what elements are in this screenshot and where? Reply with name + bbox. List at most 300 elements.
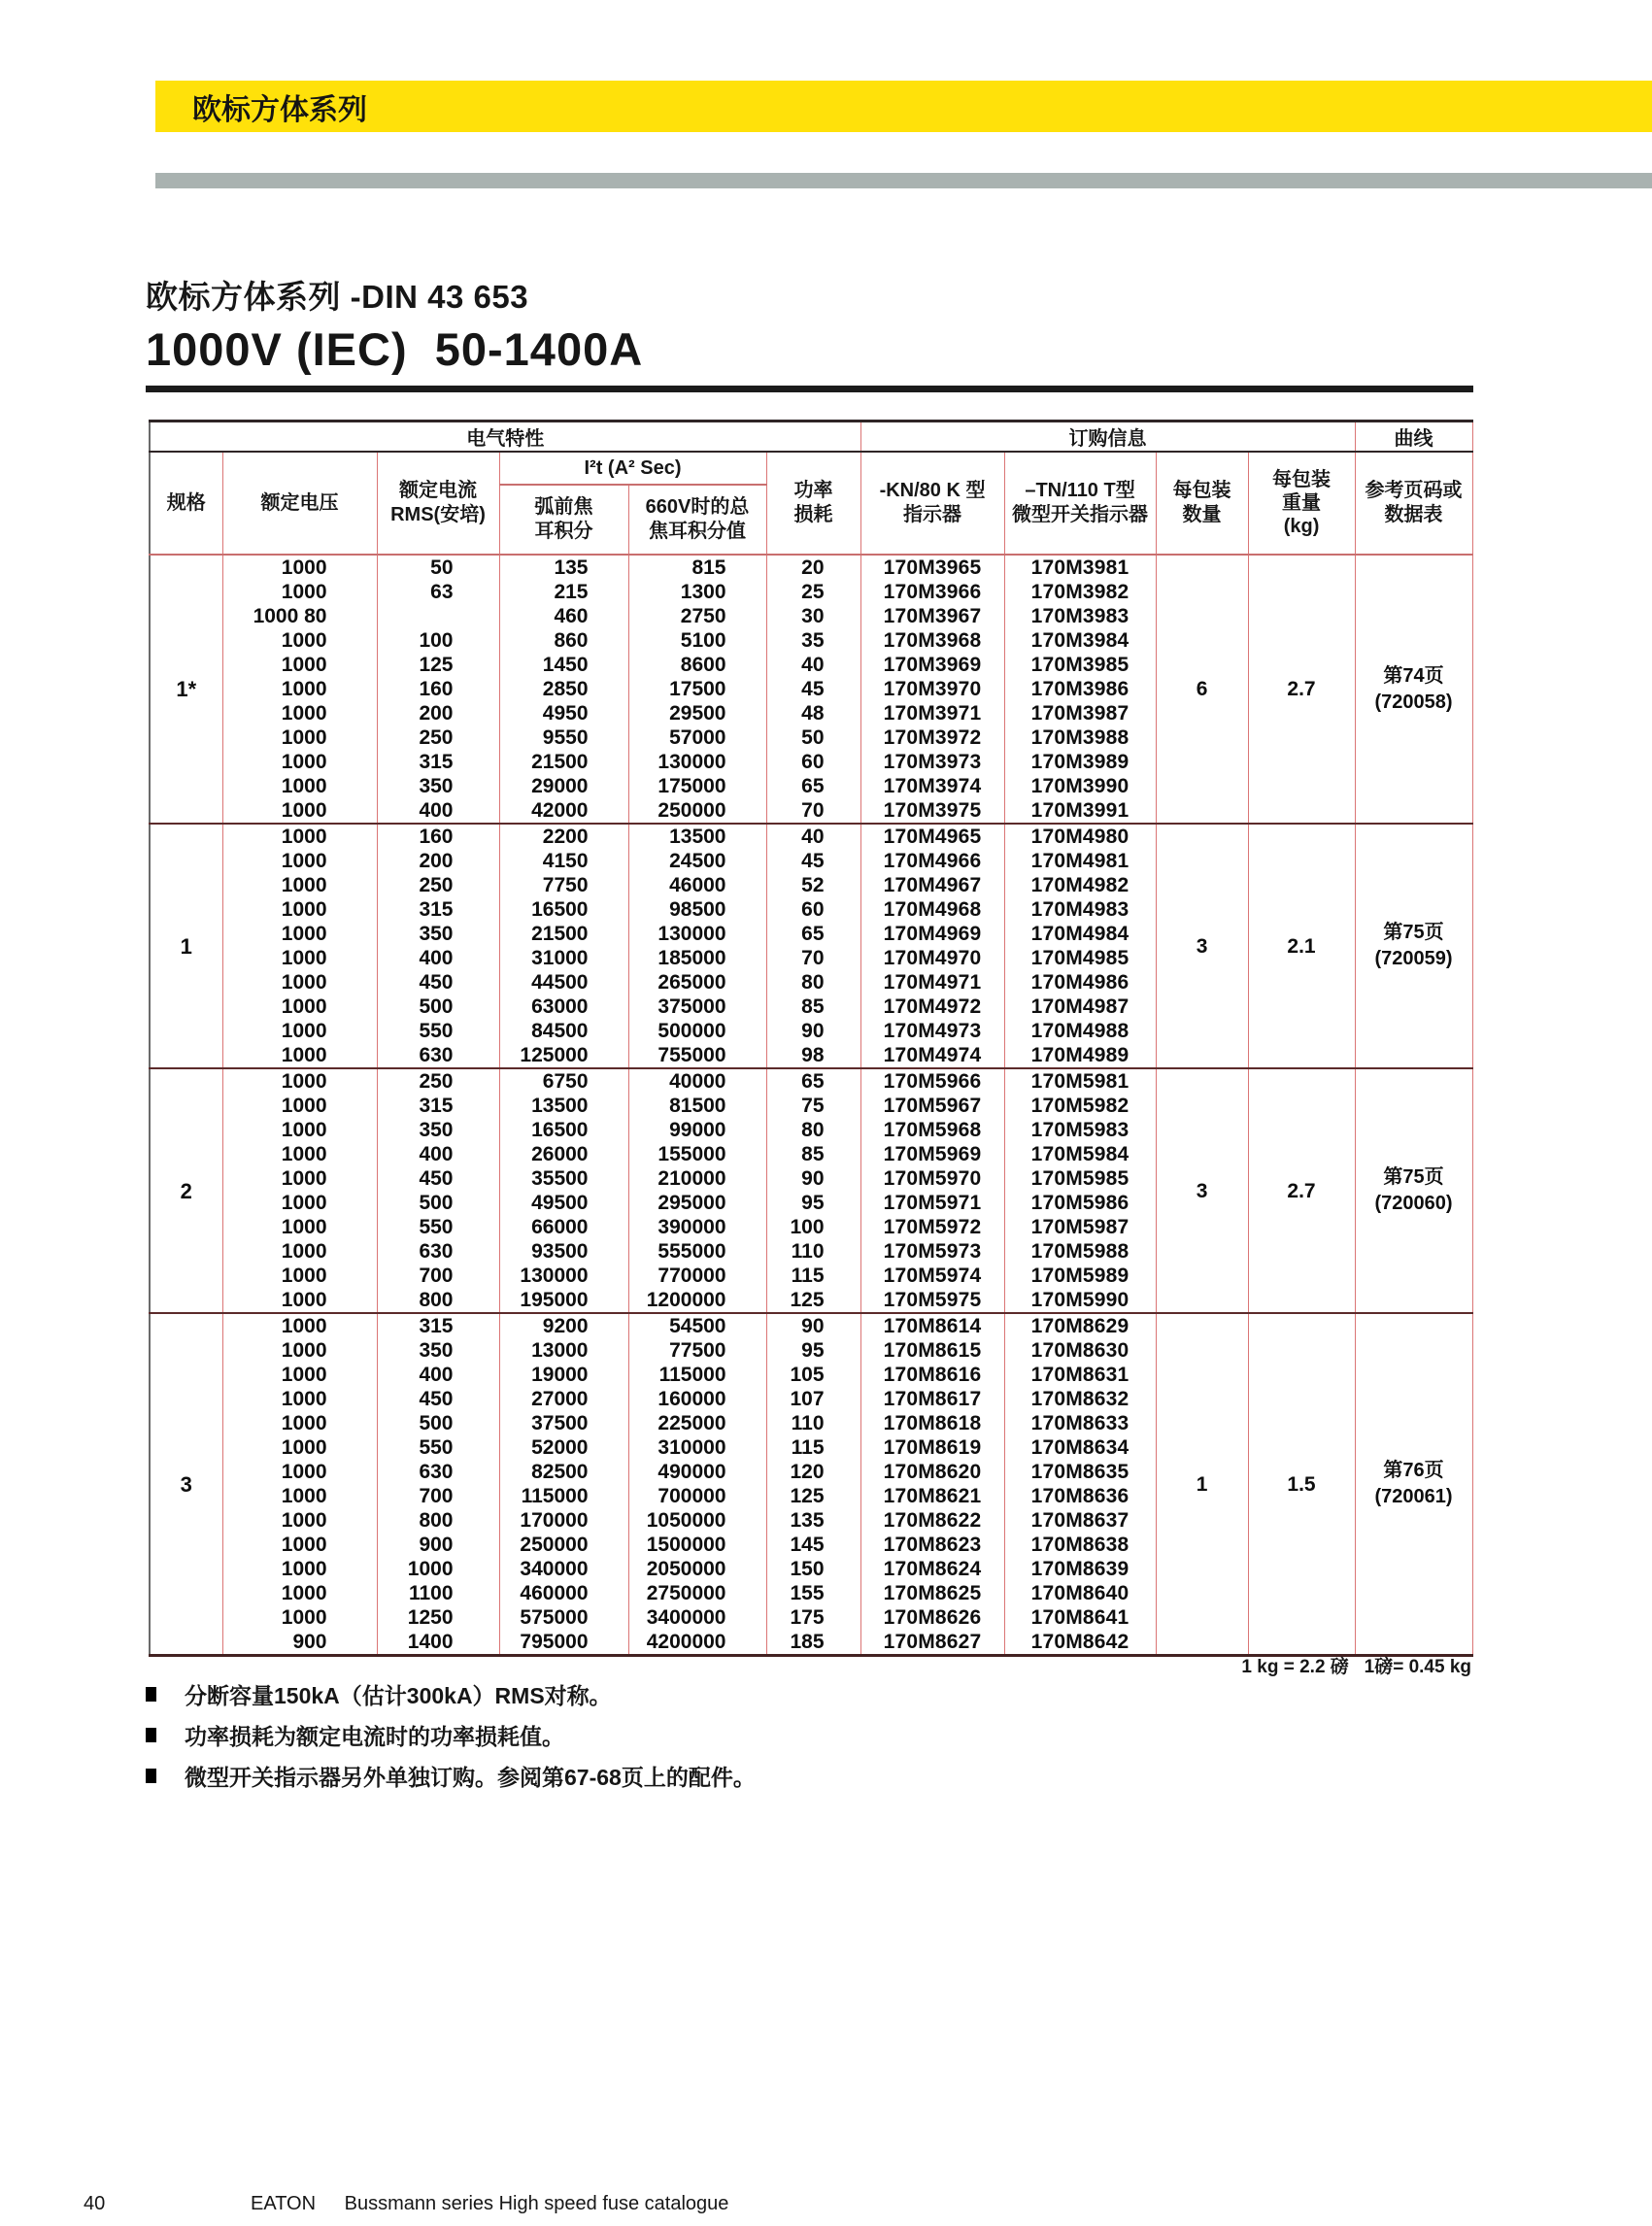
power-loss-cell: 50 bbox=[766, 725, 860, 750]
power-loss-cell: 25 bbox=[766, 580, 860, 604]
current-cell: 550 bbox=[377, 1435, 499, 1460]
power-loss-cell: 70 bbox=[766, 798, 860, 824]
power-loss-cell: 125 bbox=[766, 1484, 860, 1508]
prearc-i2t-cell: 9200 bbox=[499, 1313, 628, 1338]
kn-part-cell: 170M8618 bbox=[860, 1411, 1004, 1435]
clearing-i2t-cell: 29500 bbox=[628, 701, 766, 725]
size-cell: 1 bbox=[150, 824, 222, 1068]
prearc-i2t-cell: 460000 bbox=[499, 1581, 628, 1605]
current-cell: 800 bbox=[377, 1508, 499, 1533]
col-header-ref-line1: 参考页码或 bbox=[1365, 480, 1463, 501]
kn-part-cell: 170M4972 bbox=[860, 995, 1004, 1019]
unit-conversion-note: 1 kg = 2.2 磅 1磅= 0.45 kg bbox=[1241, 1657, 1471, 1677]
power-loss-cell: 65 bbox=[766, 1068, 860, 1094]
tn-part-cell: 170M5981 bbox=[1004, 1068, 1156, 1094]
power-loss-cell: 60 bbox=[766, 750, 860, 774]
tn-part-cell: 170M4984 bbox=[1004, 922, 1156, 946]
col-header-tn-indicator bbox=[1004, 452, 1156, 555]
kn-part-cell: 170M4966 bbox=[860, 849, 1004, 873]
col-header-prearc bbox=[499, 485, 628, 555]
power-loss-cell: 110 bbox=[766, 1411, 860, 1435]
power-loss-cell: 80 bbox=[766, 970, 860, 995]
kn-part-cell: 170M4969 bbox=[860, 922, 1004, 946]
current-cell: 400 bbox=[377, 798, 499, 824]
kn-part-cell: 170M4970 bbox=[860, 946, 1004, 970]
clearing-i2t-cell: 155000 bbox=[628, 1142, 766, 1166]
power-loss-cell: 100 bbox=[766, 1215, 860, 1239]
power-loss-cell: 125 bbox=[766, 1288, 860, 1313]
tn-part-cell: 170M3989 bbox=[1004, 750, 1156, 774]
current-cell: 350 bbox=[377, 1118, 499, 1142]
tn-part-cell: 170M5982 bbox=[1004, 1094, 1156, 1118]
page-title: 1000V (IEC) 50-1400A bbox=[146, 323, 644, 375]
current-cell: 450 bbox=[377, 1387, 499, 1411]
voltage-cell: 1000 bbox=[222, 1264, 377, 1288]
tn-part-cell: 170M4980 bbox=[1004, 824, 1156, 849]
power-loss-cell: 105 bbox=[766, 1363, 860, 1387]
voltage-cell: 900 bbox=[222, 1630, 377, 1656]
voltage-cell: 1000 bbox=[222, 1435, 377, 1460]
kn-part-cell: 170M8622 bbox=[860, 1508, 1004, 1533]
table-row bbox=[150, 555, 1472, 580]
kn-part-cell: 170M5972 bbox=[860, 1215, 1004, 1239]
power-loss-cell: 135 bbox=[766, 1508, 860, 1533]
clearing-i2t-cell: 130000 bbox=[628, 922, 766, 946]
col-header-weight bbox=[1248, 452, 1355, 555]
voltage-cell: 1000 bbox=[222, 774, 377, 798]
prearc-i2t-cell: 31000 bbox=[499, 946, 628, 970]
col-header-clearing bbox=[628, 485, 766, 555]
current-cell: 50 bbox=[377, 555, 499, 580]
current-cell: 500 bbox=[377, 1411, 499, 1435]
bullet-square-icon bbox=[146, 1687, 156, 1702]
tn-part-cell: 170M3984 bbox=[1004, 628, 1156, 653]
col-header-i2t: I²t (A² Sec) bbox=[499, 452, 766, 485]
current-cell: 200 bbox=[377, 701, 499, 725]
kn-part-cell: 170M8616 bbox=[860, 1363, 1004, 1387]
clearing-i2t-cell: 5100 bbox=[628, 628, 766, 653]
power-loss-cell: 107 bbox=[766, 1387, 860, 1411]
current-cell: 630 bbox=[377, 1460, 499, 1484]
kn-part-cell: 170M5970 bbox=[860, 1166, 1004, 1191]
prearc-i2t-cell: 4150 bbox=[499, 849, 628, 873]
title-block bbox=[146, 272, 643, 376]
tn-part-cell: 170M3981 bbox=[1004, 555, 1156, 580]
kn-part-cell: 170M5974 bbox=[860, 1264, 1004, 1288]
kn-part-cell: 170M8623 bbox=[860, 1533, 1004, 1557]
prearc-i2t-cell: 63000 bbox=[499, 995, 628, 1019]
tn-part-cell: 170M3987 bbox=[1004, 701, 1156, 725]
power-loss-cell: 52 bbox=[766, 873, 860, 897]
voltage-cell: 1000 bbox=[222, 897, 377, 922]
clearing-i2t-cell: 17500 bbox=[628, 677, 766, 701]
power-loss-cell: 145 bbox=[766, 1533, 860, 1557]
power-loss-cell: 65 bbox=[766, 922, 860, 946]
power-loss-cell: 90 bbox=[766, 1313, 860, 1338]
tn-part-cell: 170M8629 bbox=[1004, 1313, 1156, 1338]
clearing-i2t-cell: 98500 bbox=[628, 897, 766, 922]
col-header-tn-line1: –TN/110 T型 bbox=[1025, 480, 1135, 501]
tn-part-cell: 170M5987 bbox=[1004, 1215, 1156, 1239]
power-loss-cell: 115 bbox=[766, 1264, 860, 1288]
clearing-i2t-cell: 500000 bbox=[628, 1019, 766, 1043]
clearing-i2t-cell: 24500 bbox=[628, 849, 766, 873]
tn-part-cell: 170M8638 bbox=[1004, 1533, 1156, 1557]
current-cell: 250 bbox=[377, 725, 499, 750]
kn-part-cell: 170M8614 bbox=[860, 1313, 1004, 1338]
tn-part-cell: 170M8630 bbox=[1004, 1338, 1156, 1363]
clearing-i2t-cell: 115000 bbox=[628, 1363, 766, 1387]
kn-part-cell: 170M5971 bbox=[860, 1191, 1004, 1215]
current-cell: 160 bbox=[377, 824, 499, 849]
series-banner-label: 欧标方体系列 bbox=[192, 93, 367, 126]
clearing-i2t-cell: 77500 bbox=[628, 1338, 766, 1363]
current-cell: 350 bbox=[377, 1338, 499, 1363]
power-loss-cell: 45 bbox=[766, 677, 860, 701]
ref-cell bbox=[1355, 824, 1472, 1068]
tn-part-cell: 170M3982 bbox=[1004, 580, 1156, 604]
current-cell: 1400 bbox=[377, 1630, 499, 1656]
voltage-cell: 1000 bbox=[222, 1019, 377, 1043]
kn-part-cell: 170M3972 bbox=[860, 725, 1004, 750]
spec-table bbox=[149, 420, 1473, 1657]
voltage-cell: 1000 bbox=[222, 1118, 377, 1142]
kn-part-cell: 170M3969 bbox=[860, 653, 1004, 677]
clearing-i2t-cell: 700000 bbox=[628, 1484, 766, 1508]
tn-part-cell: 170M5985 bbox=[1004, 1166, 1156, 1191]
prearc-i2t-cell: 13500 bbox=[499, 1094, 628, 1118]
kn-part-cell: 170M4973 bbox=[860, 1019, 1004, 1043]
col-header-current-line2: RMS(安培) bbox=[390, 504, 486, 525]
voltage-cell: 1000 bbox=[222, 798, 377, 824]
current-cell: 315 bbox=[377, 1094, 499, 1118]
col-header-voltage: 额定电压 bbox=[222, 452, 377, 555]
kn-part-cell: 170M4971 bbox=[860, 970, 1004, 995]
footnotes bbox=[146, 1678, 756, 1801]
col-header-weight-line2: 重量 bbox=[1282, 492, 1322, 514]
footnote-text: 分断容量150kA（估计300kA）RMS对称。 bbox=[185, 1683, 612, 1708]
tn-part-cell: 170M5990 bbox=[1004, 1288, 1156, 1313]
col-header-weight-line3: (kg) bbox=[1283, 516, 1320, 537]
clearing-i2t-cell: 815 bbox=[628, 555, 766, 580]
power-loss-cell: 85 bbox=[766, 995, 860, 1019]
prearc-i2t-cell: 130000 bbox=[499, 1264, 628, 1288]
kn-part-cell: 170M8625 bbox=[860, 1581, 1004, 1605]
clearing-i2t-cell: 13500 bbox=[628, 824, 766, 849]
voltage-cell: 1000 bbox=[222, 1411, 377, 1435]
tn-part-cell: 170M3988 bbox=[1004, 725, 1156, 750]
current-cell bbox=[377, 604, 499, 628]
prearc-i2t-cell: 340000 bbox=[499, 1557, 628, 1581]
power-loss-cell: 80 bbox=[766, 1118, 860, 1142]
clearing-i2t-cell: 490000 bbox=[628, 1460, 766, 1484]
table-group-header-row bbox=[150, 422, 1472, 453]
prearc-i2t-cell: 13000 bbox=[499, 1338, 628, 1363]
clearing-i2t-cell: 175000 bbox=[628, 774, 766, 798]
current-cell: 700 bbox=[377, 1484, 499, 1508]
col-header-current bbox=[377, 452, 499, 555]
col-header-qty-line1: 每包装 bbox=[1172, 480, 1231, 501]
current-cell: 450 bbox=[377, 1166, 499, 1191]
prearc-i2t-cell: 49500 bbox=[499, 1191, 628, 1215]
power-loss-cell: 30 bbox=[766, 604, 860, 628]
footnote-item bbox=[146, 1719, 756, 1751]
voltage-cell: 1000 bbox=[222, 1215, 377, 1239]
tn-part-cell: 170M8635 bbox=[1004, 1460, 1156, 1484]
clearing-i2t-cell: 555000 bbox=[628, 1239, 766, 1264]
spec-table-wrap bbox=[149, 420, 1473, 1657]
tn-part-cell: 170M3990 bbox=[1004, 774, 1156, 798]
kn-part-cell: 170M8626 bbox=[860, 1605, 1004, 1630]
voltage-cell: 1000 bbox=[222, 580, 377, 604]
clearing-i2t-cell: 225000 bbox=[628, 1411, 766, 1435]
prearc-i2t-cell: 1450 bbox=[499, 653, 628, 677]
clearing-i2t-cell: 185000 bbox=[628, 946, 766, 970]
tn-part-cell: 170M8631 bbox=[1004, 1363, 1156, 1387]
tn-part-cell: 170M5988 bbox=[1004, 1239, 1156, 1264]
voltage-cell: 1000 bbox=[222, 922, 377, 946]
clearing-i2t-cell: 1200000 bbox=[628, 1288, 766, 1313]
tn-part-cell: 170M3986 bbox=[1004, 677, 1156, 701]
ref-code: (720060) bbox=[1374, 1193, 1453, 1214]
tn-part-cell: 170M8639 bbox=[1004, 1557, 1156, 1581]
col-header-prearc-line1: 弧前焦 bbox=[534, 496, 593, 518]
clearing-i2t-cell: 390000 bbox=[628, 1215, 766, 1239]
voltage-cell: 1000 bbox=[222, 1068, 377, 1094]
tn-part-cell: 170M4987 bbox=[1004, 995, 1156, 1019]
qty-cell: 3 bbox=[1156, 824, 1248, 1068]
clearing-i2t-cell: 4200000 bbox=[628, 1630, 766, 1656]
tn-part-cell: 170M5986 bbox=[1004, 1191, 1156, 1215]
ref-page: 第75页 bbox=[1383, 922, 1444, 943]
size-cell: 1* bbox=[150, 555, 222, 824]
current-cell: 900 bbox=[377, 1533, 499, 1557]
prearc-i2t-cell: 7750 bbox=[499, 873, 628, 897]
tn-part-cell: 170M4982 bbox=[1004, 873, 1156, 897]
ref-cell bbox=[1355, 1313, 1472, 1656]
current-cell: 315 bbox=[377, 750, 499, 774]
table-column-header-row bbox=[150, 452, 1472, 485]
ref-page: 第75页 bbox=[1383, 1166, 1444, 1188]
tn-part-cell: 170M5983 bbox=[1004, 1118, 1156, 1142]
voltage-cell: 1000 bbox=[222, 1094, 377, 1118]
tn-part-cell: 170M4985 bbox=[1004, 946, 1156, 970]
tn-part-cell: 170M8641 bbox=[1004, 1605, 1156, 1630]
current-cell: 1250 bbox=[377, 1605, 499, 1630]
voltage-cell: 1000 bbox=[222, 653, 377, 677]
clearing-i2t-cell: 99000 bbox=[628, 1118, 766, 1142]
prearc-i2t-cell: 170000 bbox=[499, 1508, 628, 1533]
clearing-i2t-cell: 1500000 bbox=[628, 1533, 766, 1557]
kn-part-cell: 170M4968 bbox=[860, 897, 1004, 922]
current-cell: 315 bbox=[377, 1313, 499, 1338]
prearc-i2t-cell: 460 bbox=[499, 604, 628, 628]
col-header-power-line1: 功率 bbox=[793, 480, 833, 501]
current-cell: 400 bbox=[377, 1363, 499, 1387]
ref-cell bbox=[1355, 1068, 1472, 1313]
table-row bbox=[150, 1313, 1472, 1338]
kn-part-cell: 170M8624 bbox=[860, 1557, 1004, 1581]
prearc-i2t-cell: 42000 bbox=[499, 798, 628, 824]
current-cell: 800 bbox=[377, 1288, 499, 1313]
prearc-i2t-cell: 66000 bbox=[499, 1215, 628, 1239]
kn-part-cell: 170M8619 bbox=[860, 1435, 1004, 1460]
catalog-title: Bussmann series High speed fuse catalogue bbox=[344, 2193, 729, 2214]
tn-part-cell: 170M4986 bbox=[1004, 970, 1156, 995]
tn-part-cell: 170M8636 bbox=[1004, 1484, 1156, 1508]
kn-part-cell: 170M5968 bbox=[860, 1118, 1004, 1142]
ref-page: 第76页 bbox=[1383, 1460, 1444, 1481]
col-header-kn-line1: -KN/80 K 型 bbox=[879, 480, 986, 501]
size-cell: 2 bbox=[150, 1068, 222, 1313]
series-subtitle: 欧标方体系列 -DIN 43 653 bbox=[146, 279, 529, 315]
tn-part-cell: 170M4988 bbox=[1004, 1019, 1156, 1043]
kn-part-cell: 170M8617 bbox=[860, 1387, 1004, 1411]
prearc-i2t-cell: 93500 bbox=[499, 1239, 628, 1264]
prearc-i2t-cell: 6750 bbox=[499, 1068, 628, 1094]
col-header-kn-line2: 指示器 bbox=[903, 504, 962, 525]
voltage-cell: 1000 bbox=[222, 555, 377, 580]
tn-part-cell: 170M4989 bbox=[1004, 1043, 1156, 1068]
power-loss-cell: 110 bbox=[766, 1239, 860, 1264]
prearc-i2t-cell: 21500 bbox=[499, 750, 628, 774]
table-body bbox=[150, 555, 1472, 1656]
col-header-kn-indicator bbox=[860, 452, 1004, 555]
tn-part-cell: 170M3991 bbox=[1004, 798, 1156, 824]
voltage-cell: 1000 bbox=[222, 1533, 377, 1557]
tn-part-cell: 170M8632 bbox=[1004, 1387, 1156, 1411]
col-header-qty bbox=[1156, 452, 1248, 555]
kn-part-cell: 170M8621 bbox=[860, 1484, 1004, 1508]
power-loss-cell: 70 bbox=[766, 946, 860, 970]
voltage-cell: 1000 bbox=[222, 873, 377, 897]
kn-part-cell: 170M3970 bbox=[860, 677, 1004, 701]
group-header-ordering: 订购信息 bbox=[860, 422, 1355, 453]
current-cell: 250 bbox=[377, 873, 499, 897]
power-loss-cell: 150 bbox=[766, 1557, 860, 1581]
current-cell: 550 bbox=[377, 1215, 499, 1239]
page-number: 40 bbox=[84, 2193, 106, 2214]
power-loss-cell: 60 bbox=[766, 897, 860, 922]
power-loss-cell: 95 bbox=[766, 1338, 860, 1363]
current-cell: 350 bbox=[377, 774, 499, 798]
prearc-i2t-cell: 215 bbox=[499, 580, 628, 604]
prearc-i2t-cell: 250000 bbox=[499, 1533, 628, 1557]
qty-cell: 3 bbox=[1156, 1068, 1248, 1313]
divider-bar bbox=[155, 173, 1652, 188]
clearing-i2t-cell: 295000 bbox=[628, 1191, 766, 1215]
power-loss-cell: 115 bbox=[766, 1435, 860, 1460]
power-loss-cell: 35 bbox=[766, 628, 860, 653]
clearing-i2t-cell: 2750000 bbox=[628, 1581, 766, 1605]
current-cell: 63 bbox=[377, 580, 499, 604]
weight-cell: 2.7 bbox=[1248, 555, 1355, 824]
voltage-cell: 1000 bbox=[222, 1605, 377, 1630]
prearc-i2t-cell: 575000 bbox=[499, 1605, 628, 1630]
bullet-square-icon bbox=[146, 1728, 156, 1742]
series-banner bbox=[155, 81, 1652, 132]
voltage-cell: 1000 bbox=[222, 946, 377, 970]
tn-part-cell: 170M5984 bbox=[1004, 1142, 1156, 1166]
prearc-i2t-cell: 21500 bbox=[499, 922, 628, 946]
voltage-cell: 1000 bbox=[222, 1387, 377, 1411]
size-cell: 3 bbox=[150, 1313, 222, 1656]
current-cell: 700 bbox=[377, 1264, 499, 1288]
voltage-cell: 1000 bbox=[222, 1363, 377, 1387]
clearing-i2t-cell: 310000 bbox=[628, 1435, 766, 1460]
current-cell: 400 bbox=[377, 946, 499, 970]
clearing-i2t-cell: 3400000 bbox=[628, 1605, 766, 1630]
clearing-i2t-cell: 46000 bbox=[628, 873, 766, 897]
power-loss-cell: 90 bbox=[766, 1166, 860, 1191]
power-loss-cell: 185 bbox=[766, 1630, 860, 1656]
brand-name: EATON bbox=[251, 2193, 317, 2214]
clearing-i2t-cell: 250000 bbox=[628, 798, 766, 824]
kn-part-cell: 170M5966 bbox=[860, 1068, 1004, 1094]
prearc-i2t-cell: 2200 bbox=[499, 824, 628, 849]
kn-part-cell: 170M5975 bbox=[860, 1288, 1004, 1313]
footnote-item bbox=[146, 1678, 756, 1710]
footnote-text: 功率损耗为额定电流时的功率损耗值。 bbox=[185, 1724, 564, 1749]
kn-part-cell: 170M3965 bbox=[860, 555, 1004, 580]
current-cell: 315 bbox=[377, 897, 499, 922]
current-cell: 500 bbox=[377, 995, 499, 1019]
prearc-i2t-cell: 4950 bbox=[499, 701, 628, 725]
voltage-cell: 1000 bbox=[222, 1557, 377, 1581]
tn-part-cell: 170M5989 bbox=[1004, 1264, 1156, 1288]
prearc-i2t-cell: 27000 bbox=[499, 1387, 628, 1411]
tn-part-cell: 170M8642 bbox=[1004, 1630, 1156, 1656]
voltage-cell: 1000 bbox=[222, 1166, 377, 1191]
prearc-i2t-cell: 2850 bbox=[499, 677, 628, 701]
prearc-i2t-cell: 35500 bbox=[499, 1166, 628, 1191]
voltage-cell: 1000 bbox=[222, 1288, 377, 1313]
power-loss-cell: 98 bbox=[766, 1043, 860, 1068]
voltage-cell: 1000 bbox=[222, 849, 377, 873]
power-loss-cell: 155 bbox=[766, 1581, 860, 1605]
col-header-qty-line2: 数量 bbox=[1182, 504, 1222, 525]
title-rule bbox=[146, 386, 1473, 392]
kn-part-cell: 170M8615 bbox=[860, 1338, 1004, 1363]
current-cell: 160 bbox=[377, 677, 499, 701]
col-header-power-line2: 损耗 bbox=[793, 504, 833, 525]
voltage-cell: 1000 bbox=[222, 1581, 377, 1605]
tn-part-cell: 170M8637 bbox=[1004, 1508, 1156, 1533]
current-cell: 500 bbox=[377, 1191, 499, 1215]
clearing-i2t-cell: 81500 bbox=[628, 1094, 766, 1118]
power-loss-cell: 120 bbox=[766, 1460, 860, 1484]
clearing-i2t-cell: 130000 bbox=[628, 750, 766, 774]
table-row bbox=[150, 1068, 1472, 1094]
kn-part-cell: 170M5969 bbox=[860, 1142, 1004, 1166]
clearing-i2t-cell: 755000 bbox=[628, 1043, 766, 1068]
voltage-cell: 1000 bbox=[222, 1338, 377, 1363]
col-header-current-line1: 额定电流 bbox=[399, 480, 477, 501]
tn-part-cell: 170M8634 bbox=[1004, 1435, 1156, 1460]
col-header-ref-line2: 数据表 bbox=[1384, 504, 1443, 525]
voltage-cell: 1000 bbox=[222, 1142, 377, 1166]
ref-cell bbox=[1355, 555, 1472, 824]
prearc-i2t-cell: 52000 bbox=[499, 1435, 628, 1460]
col-header-weight-line1: 每包装 bbox=[1272, 469, 1332, 490]
current-cell: 450 bbox=[377, 970, 499, 995]
current-cell: 1000 bbox=[377, 1557, 499, 1581]
voltage-cell: 1000 80 bbox=[222, 604, 377, 628]
power-loss-cell: 85 bbox=[766, 1142, 860, 1166]
power-loss-cell: 40 bbox=[766, 824, 860, 849]
kn-part-cell: 170M8620 bbox=[860, 1460, 1004, 1484]
voltage-cell: 1000 bbox=[222, 1191, 377, 1215]
